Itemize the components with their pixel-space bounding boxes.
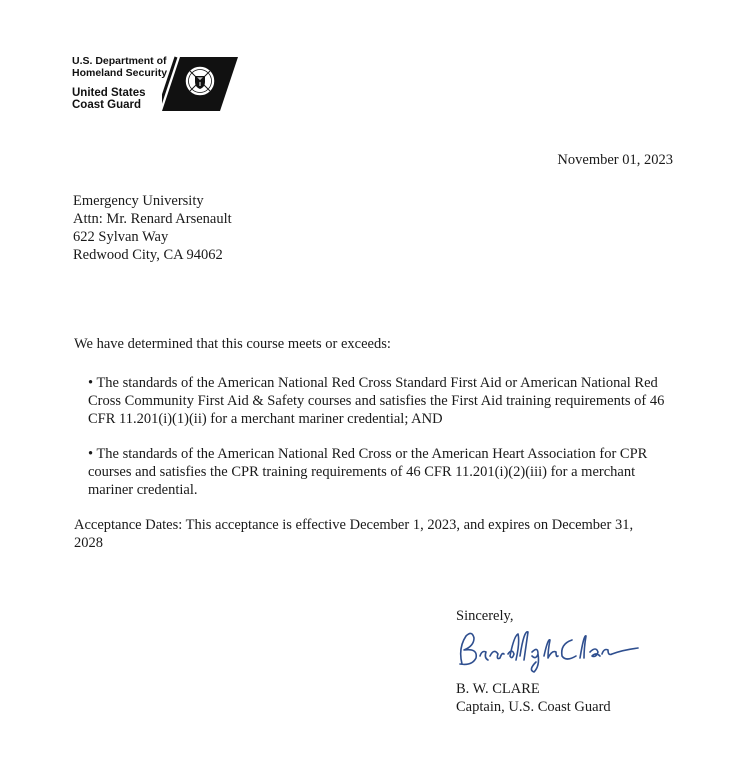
dept-line-2: Homeland Security <box>72 67 168 79</box>
cg-line-2: Coast Guard <box>72 99 142 111</box>
letterhead-text <box>72 55 167 111</box>
address-line: Emergency University <box>73 193 204 209</box>
letter-date: November 01, 2023 <box>557 152 673 168</box>
intro-paragraph: We have determined that this course meets or exceeds: <box>74 336 391 352</box>
cg-line-1: United States <box>72 87 146 99</box>
handwritten-signature <box>452 626 644 676</box>
bullet-first-aid: • The standards of the American National Red Cross Standard First Aid or American National Red Cross Community First Aid & Safety courses and satisfies the First Aid training requirements of 46 CFR 11.201(i)(1)(ii) for a merchant mariner credential; AND <box>88 375 665 427</box>
letterhead <box>72 55 242 115</box>
address-line: Redwood City, CA 94062 <box>73 247 223 263</box>
address-line: 622 Sylvan Way <box>73 229 169 245</box>
address-line: Attn: Mr. Renard Arsenault <box>73 211 232 227</box>
bullet-cpr: • The standards of the American National Red Cross or the American Heart Association for CPR courses and satisfies the CPR training requirements of 46 CFR 11.201(i)(2)(iii) for a merchant mariner credential. <box>88 446 648 498</box>
signer-name: B. W. CLARE <box>456 681 540 697</box>
signer-block <box>456 680 611 716</box>
closing: Sincerely, <box>456 608 514 624</box>
coast-guard-seal-icon <box>162 55 238 111</box>
recipient-address <box>73 192 232 264</box>
dept-line-1: U.S. Department of <box>72 55 167 67</box>
signer-title: Captain, U.S. Coast Guard <box>456 699 611 715</box>
acceptance-dates: Acceptance Dates: This acceptance is effective December 1, 2023, and expires on December 31, 2028 <box>74 517 634 551</box>
